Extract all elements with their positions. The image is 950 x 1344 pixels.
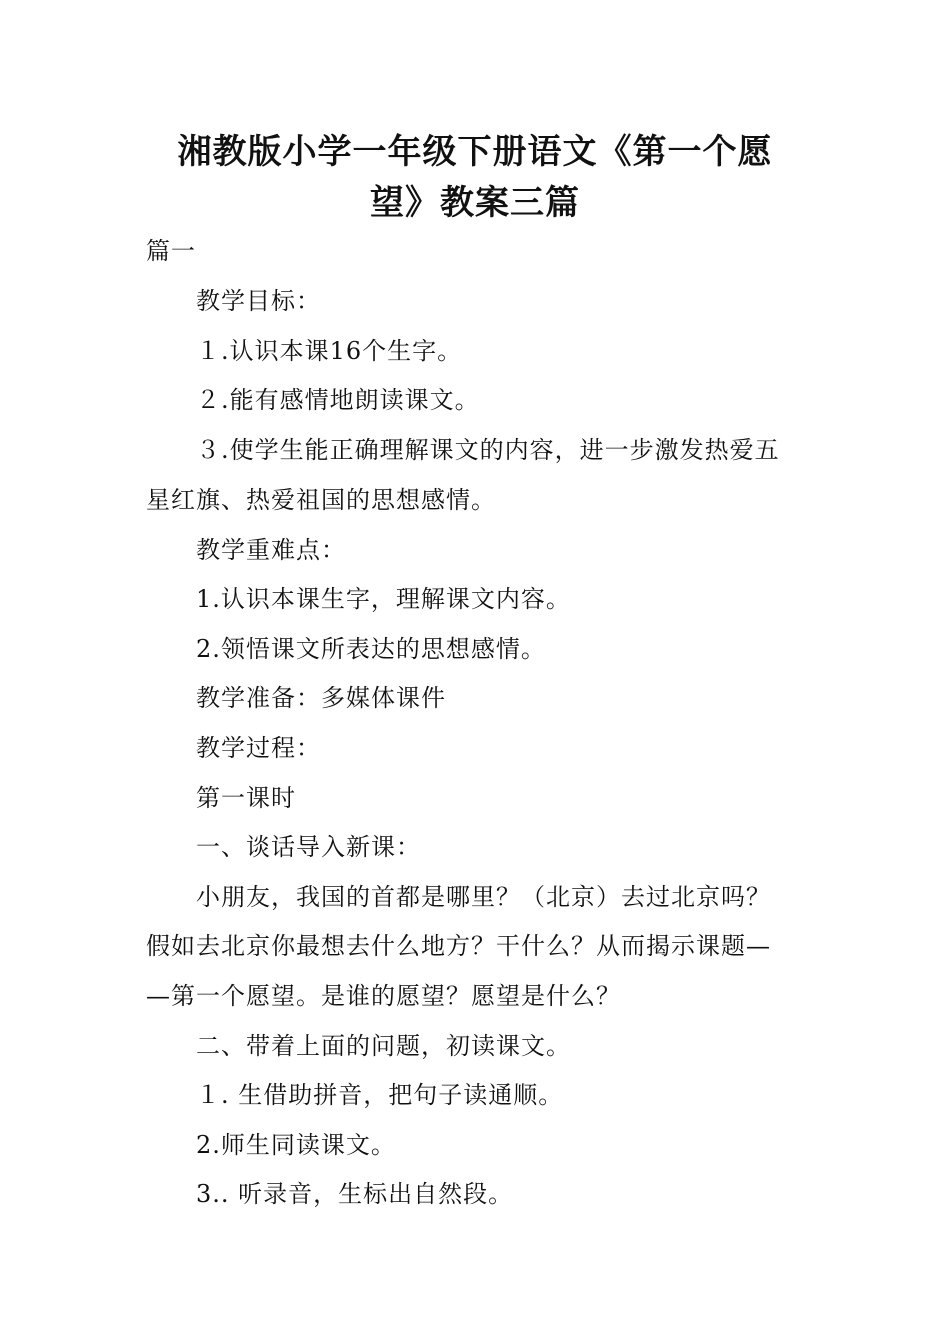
document-title-line-1: 湘教版小学一年级下册语文《第一个愿 — [177, 132, 773, 172]
step-2-item-3: 3.. 听录音，生标出自然段。 — [196, 1180, 514, 1208]
goals-heading: 教学目标： — [196, 287, 321, 315]
step-1-heading: 一、谈话导入新课： — [196, 833, 421, 861]
section-label: 篇一 — [146, 237, 196, 265]
process-heading: 教学过程： — [196, 734, 321, 762]
goal-item-1: １.认识本课16个生字。 — [196, 337, 463, 365]
document-title-line-2: 望》教案三篇 — [370, 183, 580, 223]
step-1-paragraph-line-1: 小朋友，我国的首都是哪里？（北京）去过北京吗？ — [196, 883, 771, 911]
goal-item-2: ２.能有感情地朗读课文。 — [196, 386, 480, 414]
step-2-heading: 二、带着上面的问题，初读课文。 — [196, 1032, 571, 1060]
preparation-line: 教学准备：多媒体课件 — [196, 684, 446, 712]
goal-item-3-line-2: 星红旗、热爱祖国的思想感情。 — [146, 486, 496, 514]
key-point-1: 1.认识本课生字，理解课文内容。 — [196, 585, 571, 613]
step-1-paragraph-line-2: 假如去北京你最想去什么地方？干什么？从而揭示课题— — [146, 932, 771, 960]
step-1-paragraph-line-3: —第一个愿望。是谁的愿望？愿望是什么？ — [146, 982, 621, 1010]
step-2-item-2: 2.师生同读课文。 — [196, 1131, 396, 1159]
goal-item-3-line-1: ３.使学生能正确理解课文的内容，进一步激发热爱五 — [196, 436, 780, 464]
step-2-item-1: １. 生借助拼音，把句子读通顺。 — [196, 1081, 564, 1109]
lesson-label: 第一课时 — [196, 784, 296, 812]
key-points-heading: 教学重难点： — [196, 536, 346, 564]
key-point-2: 2.领悟课文所表达的思想感情。 — [196, 635, 546, 663]
